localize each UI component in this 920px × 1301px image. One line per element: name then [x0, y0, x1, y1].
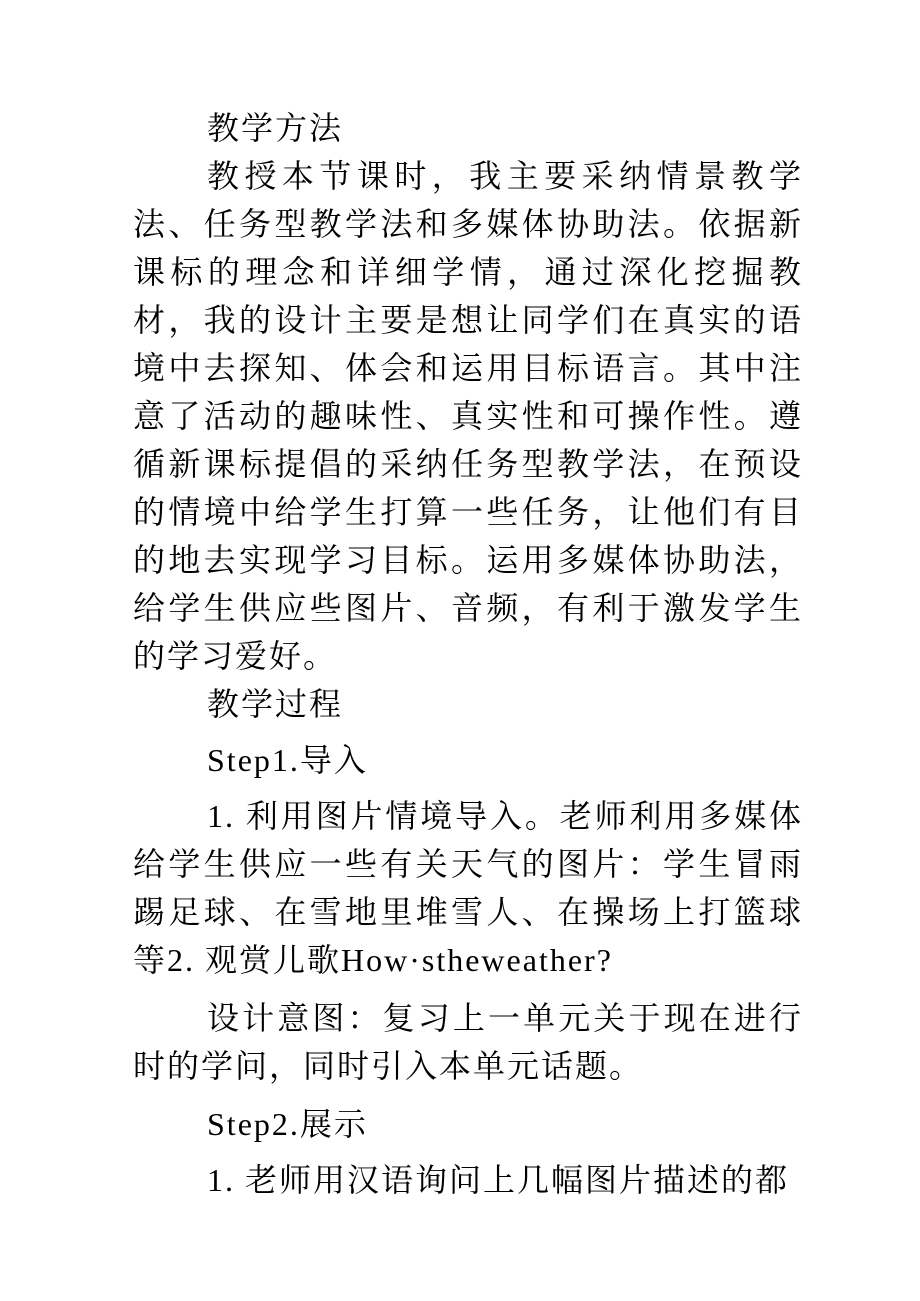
paragraph-step2: 1. 老师用汉语询问上几幅图片描述的都 — [207, 1162, 790, 1198]
heading-teaching-process: 教学过程 — [207, 685, 344, 723]
paragraph-step1: 1. 利用图片情境导入。老师利用多媒体给学生供应一些有关天气的图片：学生冒雨踢足球、在雪地里堆雪人、在操场上打篮球等2. 观赏儿歌How·stheweather? — [133, 798, 803, 978]
heading-teaching-method: 教学方法 — [207, 109, 344, 147]
heading-step1: Step1.导入 — [207, 742, 368, 778]
document-body — [133, 104, 803, 1204]
paragraph-teaching-method: 教授本节课时，我主要采纳情景教学法、任务型教学法和多媒体协助法。依据新课标的理念和详细学情，通过深化挖掘教材，我的设计主要是想让同学们在真实的语境中去探知、体会和运用目标语言。其中注意了活动的趣味性、真实性和可操作性。遵循新课标提倡的采纳任务型教学法，在预设的情境中给学生打算一些任务，让他们有目的地去实现学习目标。运用多媒体协助法，给学生供应些图片、音频，有利于激发学生的学习爱好。 — [133, 157, 803, 675]
heading-step2: Step2.展示 — [207, 1106, 368, 1142]
paragraph-step1-intent: 设计意图：复习上一单元关于现在进行时的学问，同时引入本单元话题。 — [133, 999, 803, 1085]
